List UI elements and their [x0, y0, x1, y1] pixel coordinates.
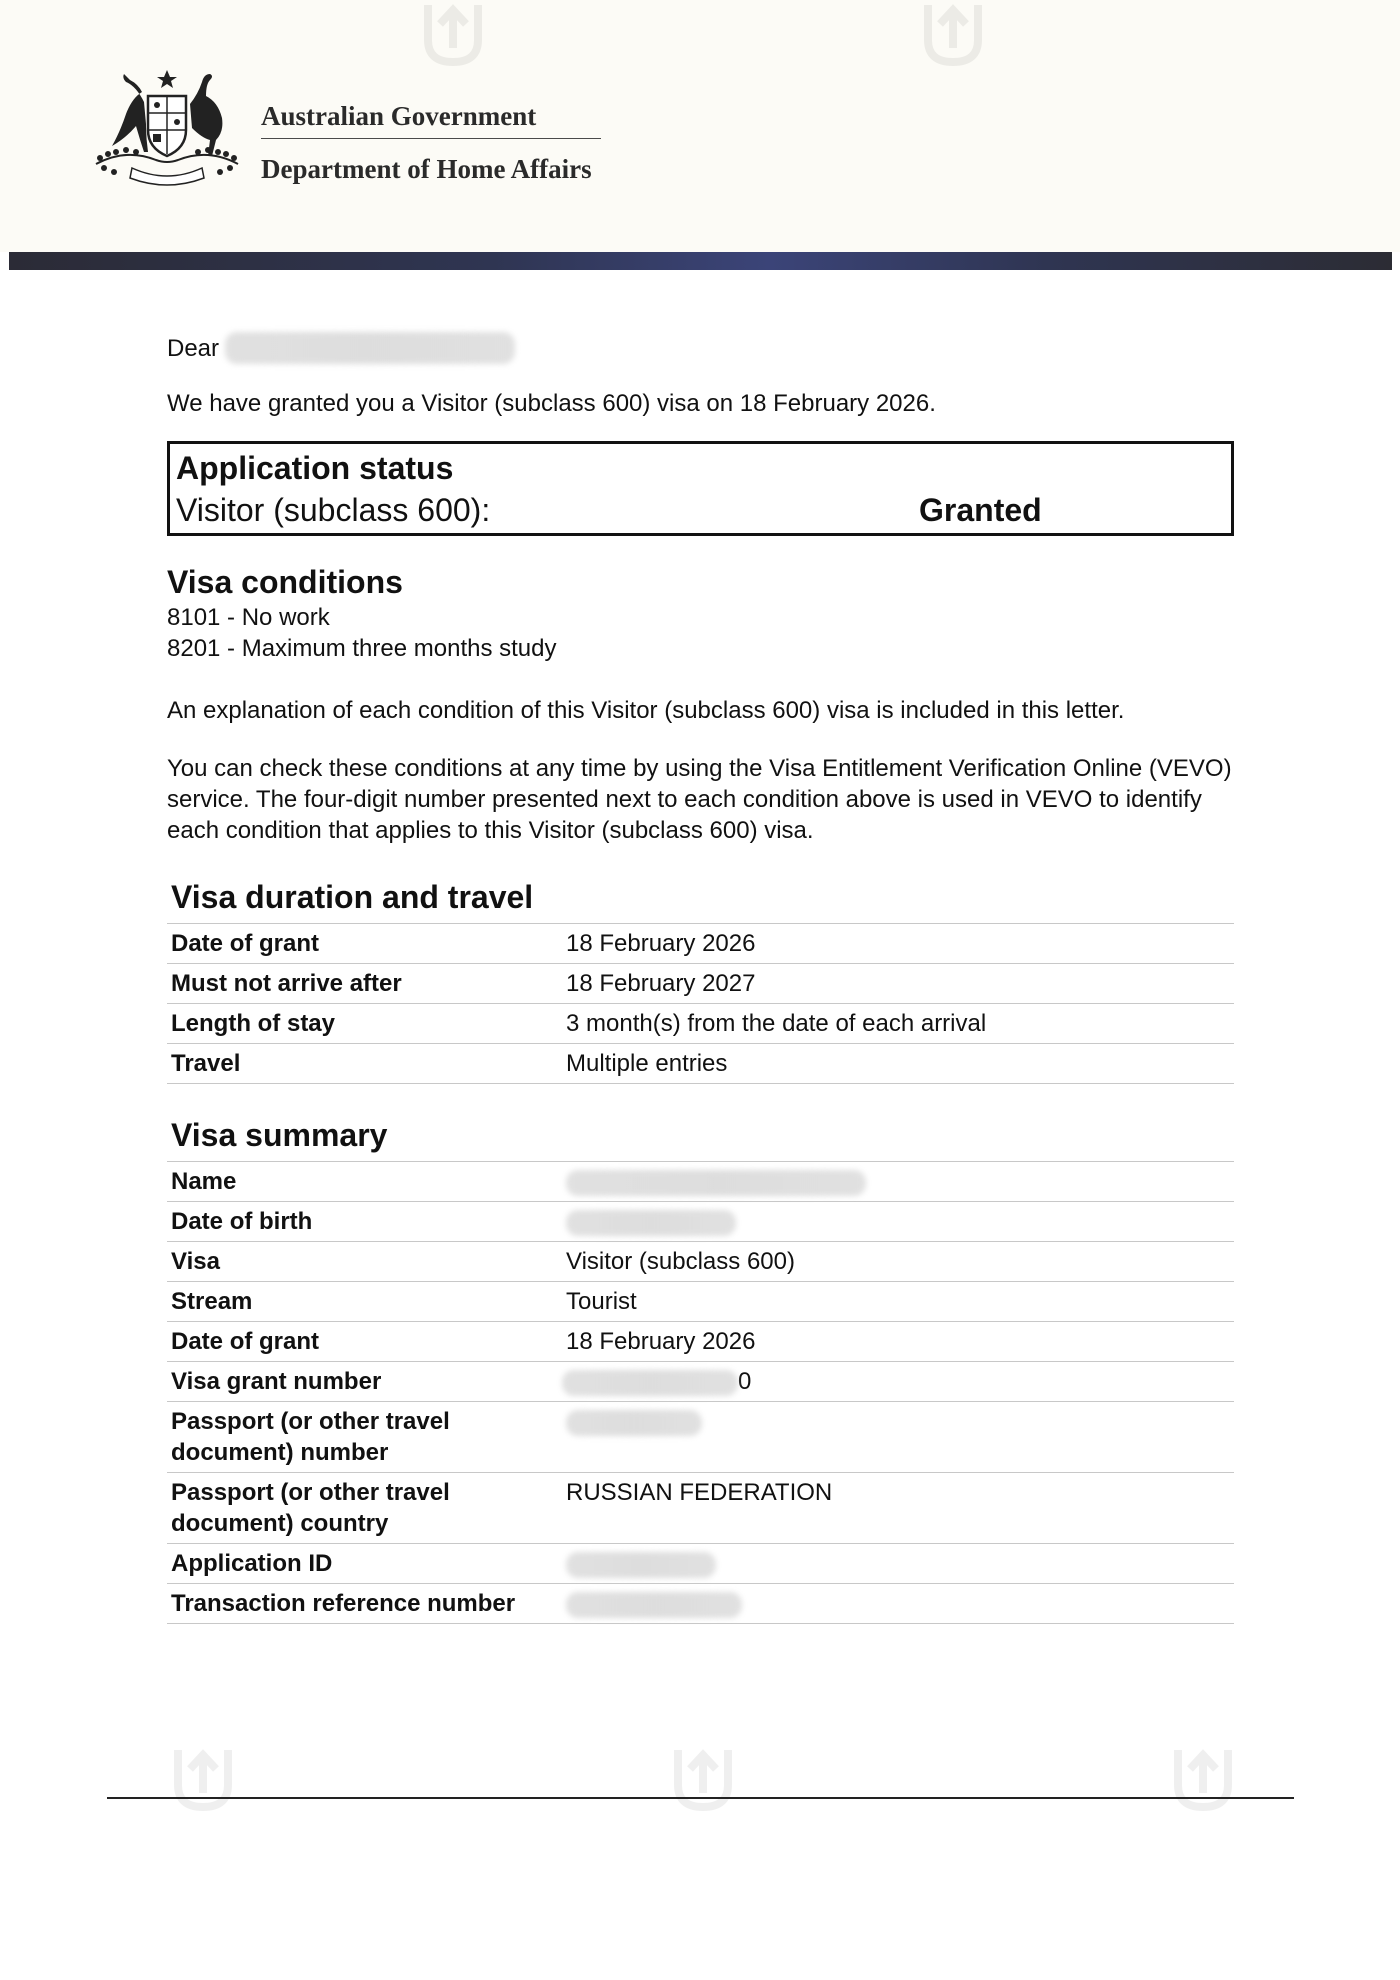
grant-sentence: We have granted you a Visitor (subclass 600) visa on 18 February 2026.	[167, 390, 936, 417]
row-label: Length of stay	[167, 1004, 562, 1044]
table-row	[167, 1402, 1234, 1473]
footer-divider	[107, 1797, 1294, 1799]
header-band	[9, 252, 1392, 270]
table-row	[167, 1004, 1234, 1044]
table-row	[167, 1362, 1234, 1402]
row-label: Date of grant	[167, 924, 562, 964]
agency-name	[261, 98, 601, 187]
application-status-box	[167, 441, 1234, 536]
watermark-icon	[418, 0, 488, 70]
row-value	[562, 1162, 1234, 1202]
status-title: Application status	[176, 450, 454, 486]
row-value	[562, 1362, 1234, 1402]
summary-table	[167, 1161, 1234, 1624]
letter-body	[167, 330, 1234, 1624]
condition-item: 8101 - No work	[167, 604, 330, 631]
table-row	[167, 1202, 1234, 1242]
row-value	[562, 1544, 1234, 1584]
table-row	[167, 1282, 1234, 1322]
redacted-grant-number	[562, 1370, 738, 1396]
redacted-application-id	[566, 1552, 716, 1578]
table-row	[167, 964, 1234, 1004]
row-label: Transaction reference number	[167, 1584, 562, 1624]
table-row	[167, 1544, 1234, 1584]
row-value: 18 February 2026	[562, 924, 1234, 964]
status-value: Granted	[919, 492, 1042, 528]
redacted-name	[566, 1170, 866, 1196]
status-label: Visitor (subclass 600):	[176, 492, 491, 528]
row-label: Travel	[167, 1044, 562, 1084]
summary-heading: Visa summary	[171, 1117, 388, 1153]
table-row	[167, 924, 1234, 964]
coat-of-arms-icon	[86, 68, 248, 188]
row-label: Name	[167, 1162, 562, 1202]
table-row	[167, 1044, 1234, 1084]
table-row	[167, 1242, 1234, 1282]
table-row	[167, 1162, 1234, 1202]
row-value: Multiple entries	[562, 1044, 1234, 1084]
row-label: Passport (or other travel document) number	[167, 1402, 562, 1473]
row-value	[562, 1584, 1234, 1624]
duration-table	[167, 923, 1234, 1084]
row-value: 18 February 2027	[562, 964, 1234, 1004]
row-label: Visa	[167, 1242, 562, 1282]
watermark-icon	[1168, 1745, 1238, 1815]
row-value	[562, 1402, 1234, 1473]
redacted-date-of-birth	[566, 1210, 736, 1236]
row-value: RUSSIAN FEDERATION	[562, 1473, 1234, 1544]
table-row	[167, 1584, 1234, 1624]
row-label: Application ID	[167, 1544, 562, 1584]
vevo-paragraph: You can check these conditions at any time by using the Visa Entitlement Verification Online (VEVO) service. The four-digit number presented next to each condition above is used in VEVO to identify each condition that applies to this Visitor (subclass 600) visa.	[167, 755, 1232, 844]
table-row	[167, 1473, 1234, 1544]
letterhead	[0, 0, 1400, 252]
row-label: Stream	[167, 1282, 562, 1322]
row-label: Date of grant	[167, 1322, 562, 1362]
government-name: Australian Government	[261, 98, 601, 139]
conditions-explanation: An explanation of each condition of this Visitor (subclass 600) visa is included in this letter.	[167, 697, 1125, 724]
row-value: 18 February 2026	[562, 1322, 1234, 1362]
duration-heading: Visa duration and travel	[171, 879, 534, 915]
row-label: Date of birth	[167, 1202, 562, 1242]
redacted-transaction-reference	[566, 1592, 742, 1618]
watermark-icon	[168, 1745, 238, 1815]
conditions-list	[167, 602, 1234, 664]
table-row	[167, 1322, 1234, 1362]
redacted-passport-number	[566, 1410, 702, 1436]
department-name: Department of Home Affairs	[261, 154, 592, 184]
row-value: Visitor (subclass 600)	[562, 1242, 1234, 1282]
row-value: Tourist	[562, 1282, 1234, 1322]
watermark-icon	[918, 0, 988, 70]
salutation-line	[167, 330, 1234, 366]
row-label: Visa grant number	[167, 1362, 562, 1402]
row-label: Passport (or other travel document) country	[167, 1473, 562, 1544]
status-row	[176, 488, 1225, 532]
row-value	[562, 1202, 1234, 1242]
row-value: 3 month(s) from the date of each arrival	[562, 1004, 1234, 1044]
grant-number-visible-digit: 0	[738, 1368, 752, 1395]
condition-item: 8201 - Maximum three months study	[167, 635, 557, 662]
watermark-icon	[668, 1745, 738, 1815]
row-label: Must not arrive after	[167, 964, 562, 1004]
salutation: Dear	[167, 334, 220, 362]
redacted-recipient-name	[225, 332, 515, 364]
conditions-heading: Visa conditions	[167, 564, 403, 600]
